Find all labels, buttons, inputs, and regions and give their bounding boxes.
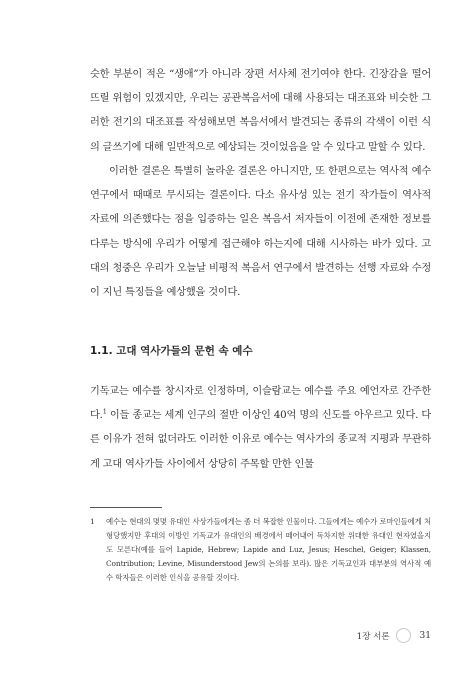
- paragraph-3-text-end: 이들 종교는 세계 인구의 절반 이상인 40억 명의 신도를 아우르고 있다. 다른 이유가 전혀 없더라도 이러한 이유로 예수는 역사가의 종교적 지평과 무관하게 고대 역사가들 사이에서 상당히 주목할 만한 인물: [90, 410, 431, 470]
- body-paragraph-2: 이러한 결론은 특별히 놀라운 결론은 아니지만, 또 한편으로는 역사적 예수 연구에서 때때로 무시되는 결론이다. 다소 유사성 있는 전기 작가들이 역사적 자료에 의존했다는 점을 입증하는 일은 복음서 저자들이 이전에 존재한 정보를 다루는 방식에 우리가 어떻게 접근해야 하는지에 대해 시사하는 바가 있다. 고대의 청중은 우리가 오늘날 비평적 복음서 연구에서 발견하는 선행 자료와 수정이 지닌 특징들을 예상했을 것이다.: [90, 166, 431, 299]
- body-paragraph-1: 슷한 부분이 적은 “생애”가 아니라 장편 서사체 전기여야 한다. 긴장감을 떨어뜨릴 위험이 있겠지만, 우리는 공관복음서에 대해 사용되는 대조표와 비슷한 그러한 전기의 대조표를 작성해보면 복음서에서 발견되는 종류의 각색이 이런 식의 글쓰기에 대해 일반적으로 예상되는 것이었음을 알 수 있다고 말할 수 있다.: [90, 69, 431, 153]
- page-number: 31: [419, 630, 431, 641]
- footnote-reference[interactable]: 1: [102, 407, 107, 416]
- body-paragraph-3: [90, 380, 431, 477]
- footnote: [90, 515, 431, 585]
- chapter-label: 1장 서론: [356, 631, 390, 642]
- page-footer: [357, 628, 431, 643]
- footnote-number: 1: [90, 517, 95, 526]
- circle-ornament-icon: [396, 628, 411, 643]
- footnote-divider: [90, 507, 162, 508]
- paragraph-3-text-start: 기독교는 예수를 창시자로 인정하며, 이슬람교는 예수를 주요 예언자로 간주한다.: [90, 386, 431, 422]
- section-heading: 1.1. 고대 역사가들의 문헌 속 예수: [90, 345, 253, 357]
- footnote-text: 예수는 현대의 몇몇 유대인 사상가들에게는 좀 더 복잡한 인물이다. 그들에게는 예수가 로마인들에게 처형당했지만 후대의 이방인 기독교가 유대인의 배경에서 떼어내어 독차지한 위대한 유대인 현자였을지도 모른다(예를 들어 Lapide, Hebrew; Lapide and Luz, Jesus; Heschel, Geiger; Klassen, Contribution; Levine, Misunderstood Jew의 논의를 보라). 많은 기독교인과 대부분의 역사적 예수 학자들은 이러한 인식을 공유할 것이다.: [106, 517, 431, 582]
